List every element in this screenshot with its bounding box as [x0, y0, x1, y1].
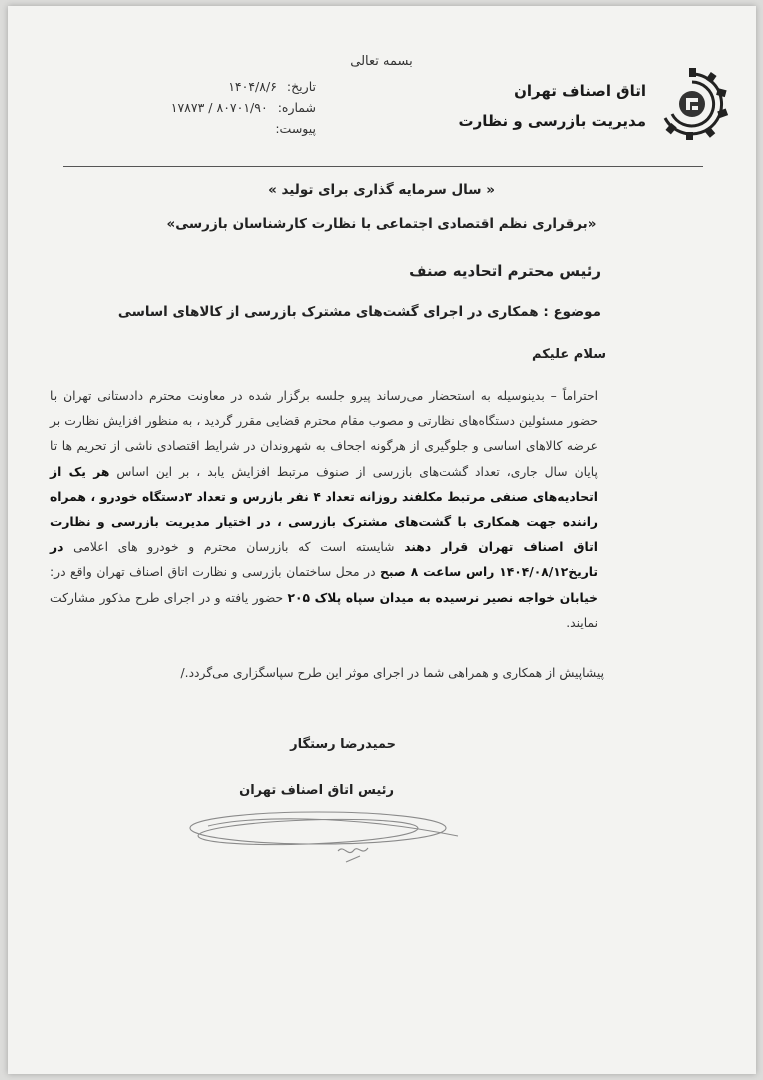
year-slogan: « سال سرمایه گذاری برای تولید »: [268, 182, 495, 198]
motto-slogan: «برقراری نظم اقتصادی اجتماعی با نظارت کارشناسان بازرسی»: [166, 216, 597, 232]
letter-meta: [116, 76, 316, 139]
subject-line: موضوع : همکاری در اجرای گشت‌های مشترک بازرسی از کالاهای اساسی: [117, 304, 601, 320]
date-row: [116, 76, 316, 97]
gear-logo-icon: [656, 68, 728, 140]
body-bold-2: در تاریخ۱۴۰۴/۰۸/۱۲ راس ساعت ۸ صبح: [50, 540, 599, 580]
org-name: اتاق اصناف تهران: [514, 82, 646, 100]
number-row: [116, 97, 316, 118]
org-block: [459, 76, 646, 136]
handwritten-signature: [188, 796, 468, 876]
number-label: شماره:: [277, 100, 316, 115]
date-value: ۱۴۰۴/۸/۶: [228, 79, 277, 94]
body-text-3: در محل ساختمان بازرسی و نظارت اتاق اصناف تهران واقع در:: [50, 565, 376, 580]
letter-body: [50, 384, 598, 636]
header-divider: [63, 166, 703, 167]
greeting-line: سلام علیکم: [532, 347, 606, 362]
closing-line: پیشاپیش از همکاری و همراهی شما در اجرای موثر این طرح سپاسگزاری می‌گردد./: [180, 666, 604, 680]
letter-page: [8, 6, 756, 1074]
date-label: تاریخ:: [286, 79, 316, 94]
body-text-2: شایسته است که بازرسان محترم و خودرو های اعلامی: [73, 540, 395, 555]
org-department: مدیریت بازرسی و نظارت: [458, 112, 646, 130]
body-bold-3: خیابان خواجه نصیر نرسیده به میدان سپاه پلاک ۲۰۵: [287, 590, 598, 605]
basmala-text: بسمه تعالی: [350, 54, 413, 69]
attachment-row: [116, 118, 316, 139]
body-text-1: احتراماً – بدینوسیله به استحضار می‌رساند پیرو جلسه برگزار شده در معاونت محترم دادستانی تهران با حضور مسئولین دستگاه‌های نظارتی و مصوب مقام محترم قضایی مقرر گردید ، به منظور افزایش نظارت بر عرضه کالاهای اساسی و جلوگیری از هرگونه اجحاف به شهروندان در شرایط اقتصادی ناشی از تحریم ها تا پایان سال جاری، تعداد گشت‌های بازرسی از صنوف مرتبط افزایش یابد ، بر این اساس: [50, 389, 598, 479]
body-text-4: حضور یافته و در اجرای طرح مذکور مشارکت نمایند.: [50, 590, 598, 630]
signer-title: رئیس اتاق اصناف تهران: [239, 783, 394, 798]
body-bold-1: هر یک از اتحادیه‌های صنفی مرتبط مکلفند روزانه تعداد ۴ نفر بازرس و تعداد ۳دستگاه خودرو ، همراه راننده جهت همکاری با گشت‌های مشترک بازرسی ، در اختیار مدیریت بازرسی و نظارت اتاق اصناف تهران قرار دهند: [50, 464, 598, 555]
attachment-label: پیوست:: [275, 121, 316, 136]
recipient-line: رئیس محترم اتحادیه صنف: [409, 262, 601, 280]
signer-name: حمیدرضا رستگار: [290, 737, 396, 752]
number-value: ۸۰۷۰۱/۹۰ / ۱۷۸۷۳: [170, 100, 268, 115]
